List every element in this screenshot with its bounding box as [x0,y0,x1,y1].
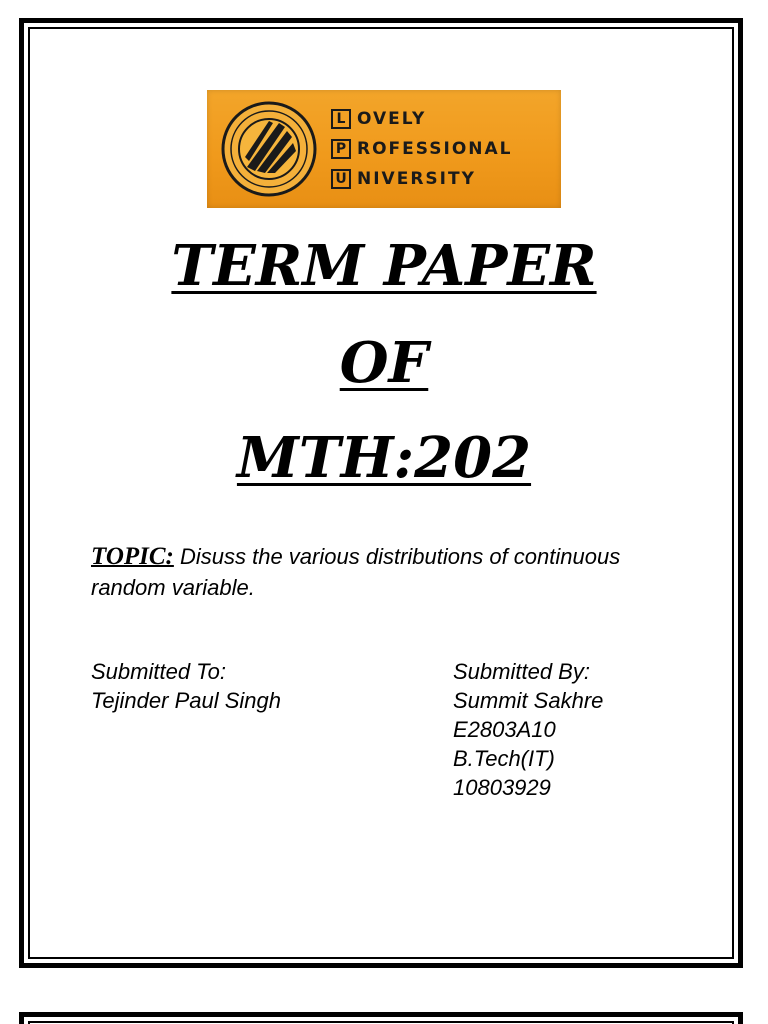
logo-row [331,136,513,162]
topic-label: TOPIC: [91,543,174,570]
logo-row [331,106,513,132]
submitted-to-block [91,657,281,715]
submitted-by-block [453,657,603,802]
submitted-to-heading: Submitted To: [91,659,226,684]
submitted-by-heading: Submitted By: [453,659,590,684]
next-page-border [19,1012,743,1024]
logo-word: OVELY [357,109,427,129]
submitted-by-section: E2803A10 [453,717,556,742]
submitted-by-program: B.Tech(IT) [453,746,555,771]
logo-row [331,166,513,192]
submitted-by-roll-number: 10803929 [453,775,551,800]
logo-word: ROFESSIONAL [357,139,513,159]
submitted-to-name: Tejinder Paul Singh [91,688,281,713]
logo-letter: P [331,139,351,159]
title-course-code: MTH:202 [236,425,532,491]
university-logo [207,90,561,208]
topic-text: Disuss the various distributions of continuous random variable. [91,544,621,600]
topic-paragraph [91,541,651,603]
logo-letter: U [331,169,351,189]
logo-word: NIVERSITY [357,169,476,189]
logo-letter: L [331,109,351,129]
title-term-paper: TERM PAPER [171,233,597,299]
title-of: OF [339,330,429,396]
submitted-by-name: Summit Sakhre [453,688,604,713]
university-seal-icon [221,101,317,197]
logo-wordmark [331,106,513,196]
